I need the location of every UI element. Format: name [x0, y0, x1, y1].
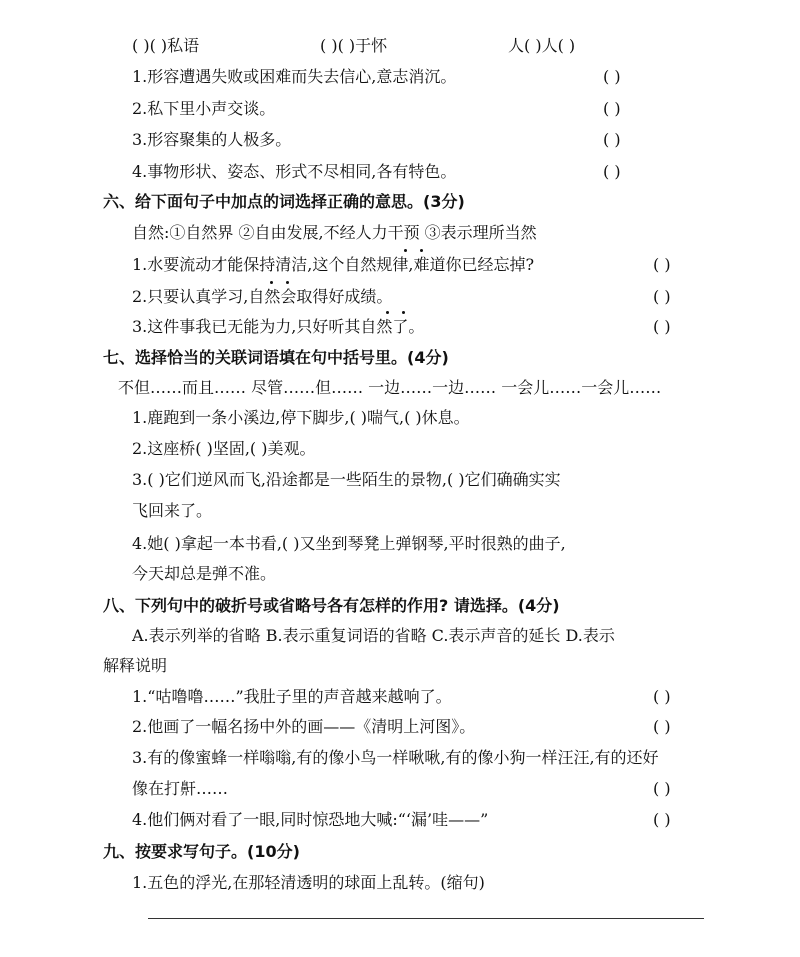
answer-paren: ( ) [653, 287, 671, 306]
answer-paren: ( ) [653, 810, 671, 829]
question-text: 飞回来了。 [132, 501, 213, 520]
section-9-heading: 九、按要求写句子。(10分) [103, 842, 300, 861]
emphasis-dot [404, 249, 407, 252]
question-text: 像在打鼾…… [132, 779, 229, 798]
question-continuation [0, 560, 800, 588]
definition-options-row [0, 219, 800, 247]
question-text: 2.私下里小声交谈。 [132, 99, 276, 118]
question-row [0, 466, 800, 494]
emphasis-dot [286, 281, 289, 284]
question-text: 4.他们俩对看了一眼,同时惊恐地大喊:“‘漏’哇——” [132, 810, 489, 829]
question-text: 2.只要认真学习,自然会取得好成绩。 [132, 287, 393, 306]
question-text: 3.这件事我已无能为力,只好听其自然了。 [132, 317, 425, 336]
question-text: 3.有的像蜜蜂一样嗡嗡,有的像小鸟一样啾啾,有的像小狗一样汪汪,有的还好 [132, 748, 659, 767]
idiom-blank-row [0, 32, 800, 60]
question-continuation [0, 775, 800, 803]
question-continuation [0, 497, 800, 525]
question-row [0, 313, 800, 341]
emphasis-dot [420, 249, 423, 252]
idiom-blank-2: ( )( )于怀 [320, 36, 388, 55]
question-text: 今天却总是弹不准。 [132, 564, 277, 583]
question-text: 3.形容聚集的人极多。 [132, 130, 292, 149]
section-8-heading-row [0, 592, 800, 620]
conjunction-options-row [0, 374, 800, 402]
question-text: 1.“咕噜噜……”我肚子里的声音越来越响了。 [132, 687, 452, 706]
section-6-heading-row [0, 188, 800, 216]
question-row [0, 869, 800, 897]
question-text: 1.水要流动才能保持清洁,这个自然规律,难道你已经忘掉? [132, 255, 535, 274]
punctuation-options: A.表示列举的省略 B.表示重复词语的省略 C.表示声音的延长 D.表示 [132, 626, 615, 645]
question-row [0, 158, 800, 186]
question-row [0, 744, 800, 772]
idiom-blank-3: 人( )人( ) [508, 36, 576, 55]
question-row [0, 126, 800, 154]
emphasis-dot [270, 281, 273, 284]
question-row [0, 806, 800, 834]
question-text: 4.她( )拿起一本书看,( )又坐到琴凳上弹钢琴,平时很熟的曲子, [132, 534, 566, 553]
answer-paren: ( ) [653, 717, 671, 736]
question-row [0, 251, 800, 279]
emphasis-dot [402, 311, 405, 314]
question-text: 2.他画了一幅名扬中外的画——《清明上河图》。 [132, 717, 476, 736]
idiom-blank-1: ( )( )私语 [132, 36, 200, 55]
question-row [0, 404, 800, 432]
question-text: 3.( )它们逆风而飞,沿途都是一些陌生的景物,( )它们确确实实 [132, 470, 561, 489]
answer-paren: ( ) [603, 162, 621, 181]
footer-rule [148, 918, 704, 919]
emphasis-dot [386, 311, 389, 314]
answer-paren: ( ) [603, 67, 621, 86]
section-9-heading-row [0, 838, 800, 866]
question-row [0, 530, 800, 558]
punctuation-options-continuation [0, 652, 800, 680]
answer-paren: ( ) [603, 99, 621, 118]
question-row [0, 713, 800, 741]
question-text: 4.事物形状、姿态、形式不尽相同,各有特色。 [132, 162, 457, 181]
answer-paren: ( ) [653, 687, 671, 706]
section-8-heading: 八、下列句中的破折号或省略号各有怎样的作用? 请选择。(4分) [103, 596, 560, 615]
section-7-heading: 七、选择恰当的关联词语填在句中括号里。(4分) [103, 348, 449, 367]
answer-paren: ( ) [653, 255, 671, 274]
section-6-heading: 六、给下面句子中加点的词选择正确的意思。(3分) [103, 192, 465, 211]
punctuation-options: 解释说明 [103, 656, 168, 675]
conjunction-options: 不但……而且…… 尽管……但…… 一边……一边…… 一会儿……一会儿…… [118, 378, 662, 397]
answer-paren: ( ) [653, 317, 671, 336]
question-row [0, 435, 800, 463]
definition-options: 自然:①自然界 ②自由发展,不经人力干预 ③表示理所当然 [132, 223, 537, 242]
question-row [0, 95, 800, 123]
question-text: 2.这座桥( )坚固,( )美观。 [132, 439, 316, 458]
question-row [0, 683, 800, 711]
question-row [0, 283, 800, 311]
question-text: 1.形容遭遇失败或困难而失去信心,意志消沉。 [132, 67, 457, 86]
question-text: 1.鹿跑到一条小溪边,停下脚步,( )喘气,( )休息。 [132, 408, 470, 427]
answer-paren: ( ) [653, 779, 671, 798]
section-7-heading-row [0, 344, 800, 372]
punctuation-options-row [0, 622, 800, 650]
question-row [0, 63, 800, 91]
question-text: 1.五色的浮光,在那轻清透明的球面上乱转。(缩句) [132, 873, 485, 892]
answer-paren: ( ) [603, 130, 621, 149]
